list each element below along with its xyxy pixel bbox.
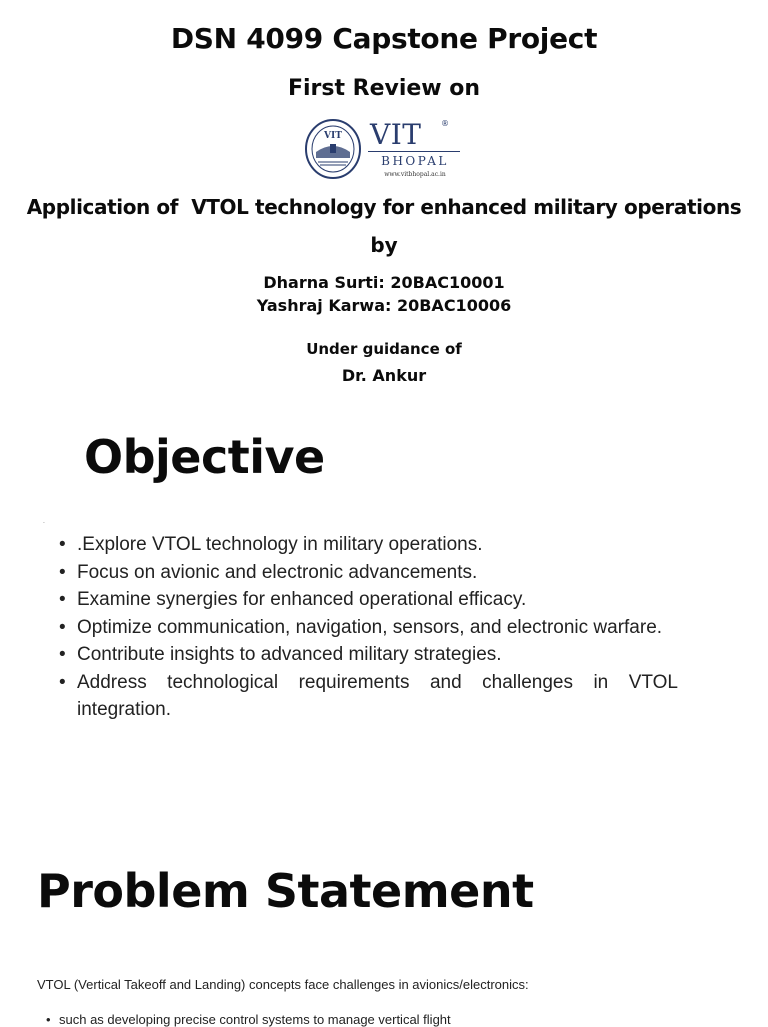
guidance-label: Under guidance of (306, 340, 462, 358)
by-label: by (370, 233, 398, 257)
logo-url-text: www.vitbhopal.ac.in (384, 171, 446, 178)
bullet-icon: • (59, 644, 66, 665)
document-title: DSN 4099 Capstone Project (170, 22, 598, 55)
project-title: Application of VTOL technology for enhanced military operations (26, 195, 742, 219)
bullet-icon: • (59, 671, 66, 693)
list-item (56, 641, 678, 669)
seal-text: VIT (324, 131, 342, 141)
list-item (56, 531, 678, 559)
problem-intro-text: VTOL (Vertical Takeoff and Landing) concepts face challenges in avionics/electronics: (37, 977, 529, 992)
university-seal-icon (304, 118, 362, 180)
objective-list (56, 531, 678, 724)
objective-text: .Explore VTOL technology in military operations. (77, 534, 483, 555)
list-item (56, 586, 678, 614)
objective-text: Examine synergies for enhanced operational efficacy. (77, 589, 527, 610)
objective-heading: Objective (84, 430, 325, 484)
objective-text: Focus on avionic and electronic advancements. (77, 561, 478, 583)
bullet-icon: • (46, 1012, 51, 1027)
review-subtitle: First Review on (287, 76, 481, 101)
vit-bhopal-logo (304, 116, 462, 182)
list-item (56, 614, 678, 642)
objective-text: Contribute insights to advanced military strategies. (77, 644, 502, 665)
problem-statement-heading: Problem Statement (37, 864, 534, 918)
bullet-icon: • (59, 589, 66, 610)
author-2: Yashraj Karwa: 20BAC10006 (256, 296, 512, 315)
bullet-icon: • (59, 534, 66, 555)
logo-brand-text: VIT (370, 118, 422, 151)
bullet-icon: • (59, 561, 66, 583)
stray-dot: · (43, 520, 45, 527)
registered-mark: ® (441, 119, 449, 128)
list-item (56, 669, 678, 724)
list-item (44, 1012, 451, 1027)
objective-text: Optimize communication, navigation, sensors, and electronic warfare. (77, 616, 663, 638)
problem-list (44, 1012, 451, 1027)
logo-divider (368, 151, 460, 152)
guide-name: Dr. Ankur (341, 366, 427, 385)
logo-location-text: BHOPAL (381, 154, 449, 168)
bullet-icon: • (59, 616, 66, 638)
objective-text: Address technological requirements and challenges in VTOL integration. (77, 671, 678, 720)
list-item (56, 559, 678, 587)
author-1: Dharna Surti: 20BAC10001 (263, 273, 505, 292)
problem-text: such as developing precise control systems to manage vertical flight (59, 1012, 451, 1027)
